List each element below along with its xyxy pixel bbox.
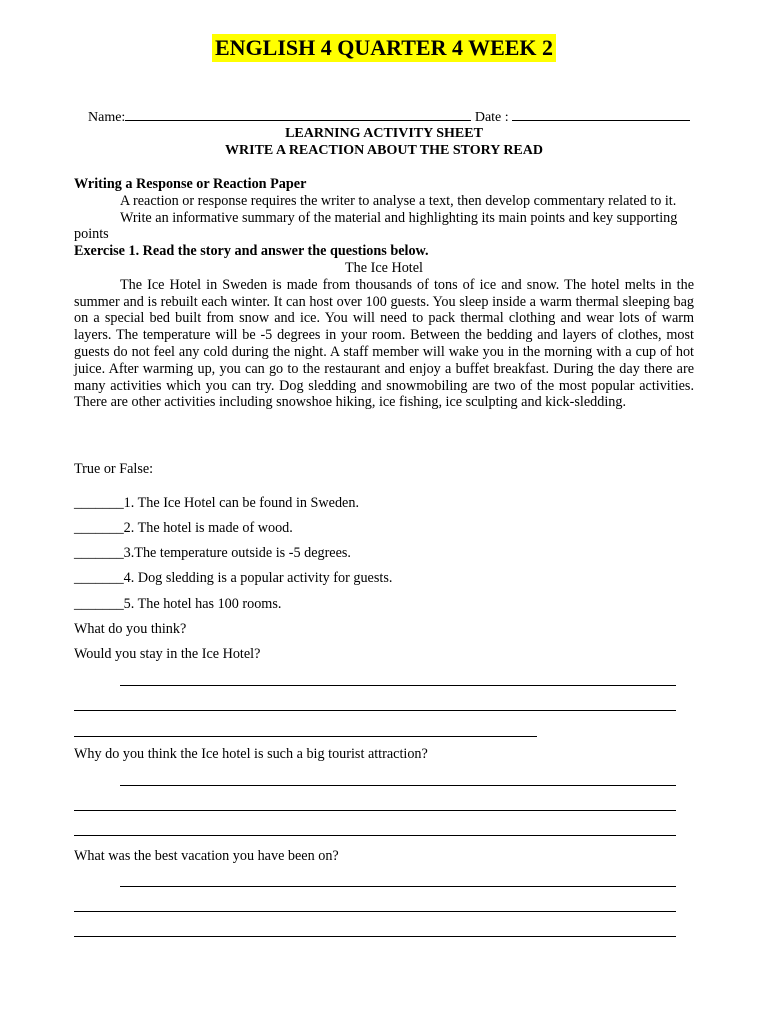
tf-item-3[interactable]: _______3.The temperature outside is -5 degrees. [74, 545, 351, 561]
intro-section [74, 176, 694, 411]
answer-line[interactable] [120, 685, 676, 686]
answer-line[interactable] [74, 736, 537, 737]
question-2: Why do you think the Ice hotel is such a big tourist attraction? [74, 746, 428, 762]
sheet-subtitle: WRITE A REACTION ABOUT THE STORY READ [225, 143, 543, 158]
section-heading: Writing a Response or Reaction Paper [74, 176, 307, 192]
name-label: Name: [88, 110, 126, 125]
tf-item-2[interactable]: _______2. The hotel is made of wood. [74, 520, 293, 536]
answer-line[interactable] [74, 911, 676, 912]
answer-line[interactable] [74, 936, 676, 937]
story-paragraph: The Ice Hotel in Sweden is made from thousands of tons of ice and snow. The hotel melts in the summer and is rebuilt each winter. It can host over 100 guests. You sleep inside a warm thermal sleeping bag on a special bed built from snow and ice. You will need to pack thermal clothing and wear lots of warm layers. The temperature will be -5 degrees in your room. Between the bedding and layers of clothes, most guests do not feel any cold during the night. A staff member will wake you in the morning with a cup of hot juice. After warming up, you can go to the restaurant and enjoy a buffet breakfast. During the day there are many activities which you can try. Dog sledding and snowmobiling are two of the most popular activities. There are other activities including snowshoe hiking, ice fishing, ice sculpting and kick-sledding. [74, 276, 694, 411]
question-1: Would you stay in the Ice Hotel? [74, 646, 261, 662]
tf-item-4[interactable]: _______4. Dog sledding is a popular activity for guests. [74, 570, 393, 586]
page-title: ENGLISH 4 QUARTER 4 WEEK 2 [212, 34, 556, 62]
intro-paragraph-2: Write an informative summary of the material and highlighting its main points and key supporting points [74, 209, 678, 243]
tf-item-1[interactable]: _______1. The Ice Hotel can be found in Sweden. [74, 495, 359, 511]
answer-line[interactable] [74, 710, 676, 711]
title-wrap [0, 34, 768, 62]
answer-line[interactable] [120, 886, 676, 887]
story-title: The Ice Hotel [345, 259, 423, 276]
question-3: What was the best vacation you have been on? [74, 848, 339, 864]
intro-paragraph-1: A reaction or response requires the writer to analyse a text, then develop commentary related to it. [120, 192, 677, 209]
tf-item-5[interactable]: _______5. The hotel has 100 rooms. [74, 596, 282, 612]
true-false-label: True or False: [74, 461, 154, 477]
name-blank[interactable] [125, 108, 471, 121]
date-label: Date : [471, 110, 513, 125]
what-think-label: What do you think? [74, 621, 187, 637]
answer-line[interactable] [120, 785, 676, 786]
exercise-heading: Exercise 1. Read the story and answer the questions below. [74, 243, 429, 260]
date-blank[interactable] [512, 108, 690, 121]
sheet-title: LEARNING ACTIVITY SHEET [285, 126, 483, 141]
answer-line[interactable] [74, 810, 676, 811]
answer-line[interactable] [74, 835, 676, 836]
